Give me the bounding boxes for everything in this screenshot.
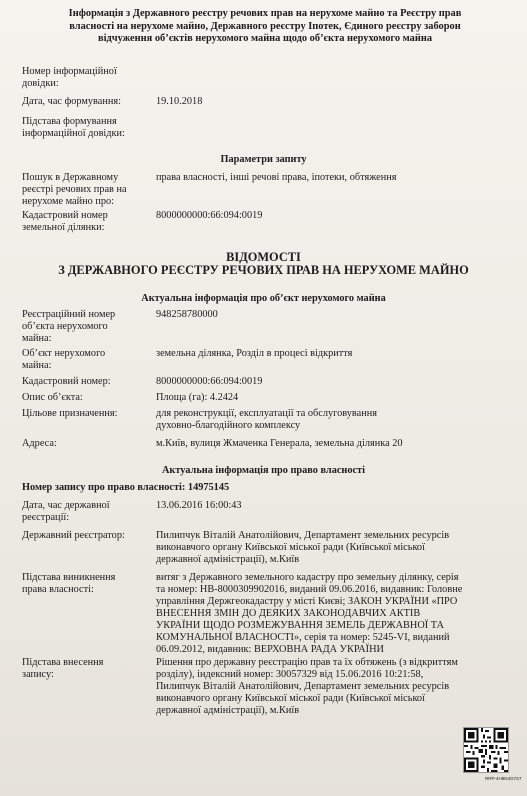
header-line: власності на нерухоме майно, Державного реєстру Іпотек, Єдиного реєстру заборон [69,20,461,32]
ownership-section-heading: Актуальна інформація про право власності [162,465,365,476]
object-type-label: Об’єкт нерухомого майна: [22,348,106,371]
ownership-regdate-label: Дата, час державної реєстрації: [22,500,110,523]
object-address-label: Адреса: [22,438,57,449]
ownership-regdate-value: 13.06.2016 16:00:43 [156,500,242,511]
object-section-heading: Актуальна інформація про об’єкт нерухомого майна [141,293,386,304]
object-cadastral-label: Кадастровий номер: [22,376,111,387]
object-type-value: земельна ділянка, Розділ в процесі відкриття [156,348,353,359]
info-number-label: Номер інформаційної довідки: [22,66,117,89]
object-address-value: м.Київ, вулиця Жмаченка Генерала, земельна ділянка 20 [156,438,403,449]
ownership-registrar-value: Пилипчук Віталій Анатолійович, Департамент земельних ресурсів виконавчого органу Київської міської ради (Київської міської державної адміністрації), м.Київ [156,530,450,565]
info-date-value: 19.10.2018 [156,96,203,107]
info-basis-label: Підстава формування інформаційної довідки: [22,116,125,139]
ownership-basis-value: витяг з Державного земельного кадастру про земельну ділянку, серія та номер: НВ-8000309902016, виданий 09.06.2016, видавник: Головне управління Держгеокадастру у місті Києві; ЗАКОН УКРАЇНИ «ПРО ВНЕСЕННЯ ЗМІН ДО ДЕЯКИХ ЗАКОНОДАВЧИХ АКТІВ УКРАЇНИ ЩОДО РОЗМЕЖУВАННЯ ЗЕМЕЛЬ ДЕРЖАВНОЇ ТА КОМУНАЛЬНОЇ ВЛАСНОСТІ», серія та номер: 5245-VI, виданий 06.09.2012, видавник: ВЕРХОВНА РАДА УКРАЇНИ [156,572,463,655]
ownership-record-label: Номер запису про право власності: [22,482,186,493]
query-heading: Параметри запиту [220,154,307,165]
ownership-record-row [22,482,229,494]
header-line: відчуження об’єктів нерухомого майна щодо об’єкта нерухомого майна [97,33,433,44]
query-search-value: права власності, інші речові права, іпотеки, обтяження [156,172,397,183]
qr-code [463,727,509,773]
info-date-label: Дата, час формування: [22,96,121,107]
ownership-registrar-label: Державний реєстратор: [22,530,125,541]
ownership-entry-basis-value: Рішення про державну реєстрацію прав та їх обтяжень (з відкриттям розділу), індексний номер: 30057329 від 15.06.2016 10:21:58, Пилипчук Віталій Анатолійович, Департамент земельних ресурсів виконавчого органу Київської міської ради (Київської міської державної адміністрації), м.Київ [156,657,458,716]
document-header [18,8,512,46]
query-cadastral-value: 8000000000:66:094:0019 [156,210,263,221]
query-search-label: Пошук в Державному реєстрі речових прав на нерухоме майно про: [22,172,127,207]
ownership-entry-basis-label: Підстава внесення запису: [22,657,104,680]
object-purpose-label: Цільове призначення: [22,408,118,419]
document-title: ВІДОМОСТІ З ДЕРЖАВНОГО РЕЄСТРУ РЕЧОВИХ ПРАВ НА НЕРУХОМЕ МАЙНО [58,250,469,277]
object-purpose-value: для реконструкції, експлуатації та обслуговування духовно-благодійного комплексу [156,408,377,431]
ownership-basis-label: Підстава виникнення права власності: [22,572,116,595]
object-description-value: Площа (га): 4.2424 [156,392,239,403]
object-regnum-value: 948258780000 [156,309,218,320]
ownership-record-value: 14975145 [187,482,230,493]
object-description-label: Опис об’єкта: [22,392,83,403]
object-cadastral-value: 8000000000:66:094:0019 [156,376,263,387]
header-line: Інформація з Державного реєстру речових прав на нерухоме майно та Реєстру прав [68,8,462,19]
qr-caption: RRP-4H8N4G7S7 [485,776,522,781]
query-cadastral-label: Кадастровий номер земельної ділянки: [22,210,108,233]
object-regnum-label: Реєстраційний номер об’єкта нерухомого майна: [22,309,116,344]
